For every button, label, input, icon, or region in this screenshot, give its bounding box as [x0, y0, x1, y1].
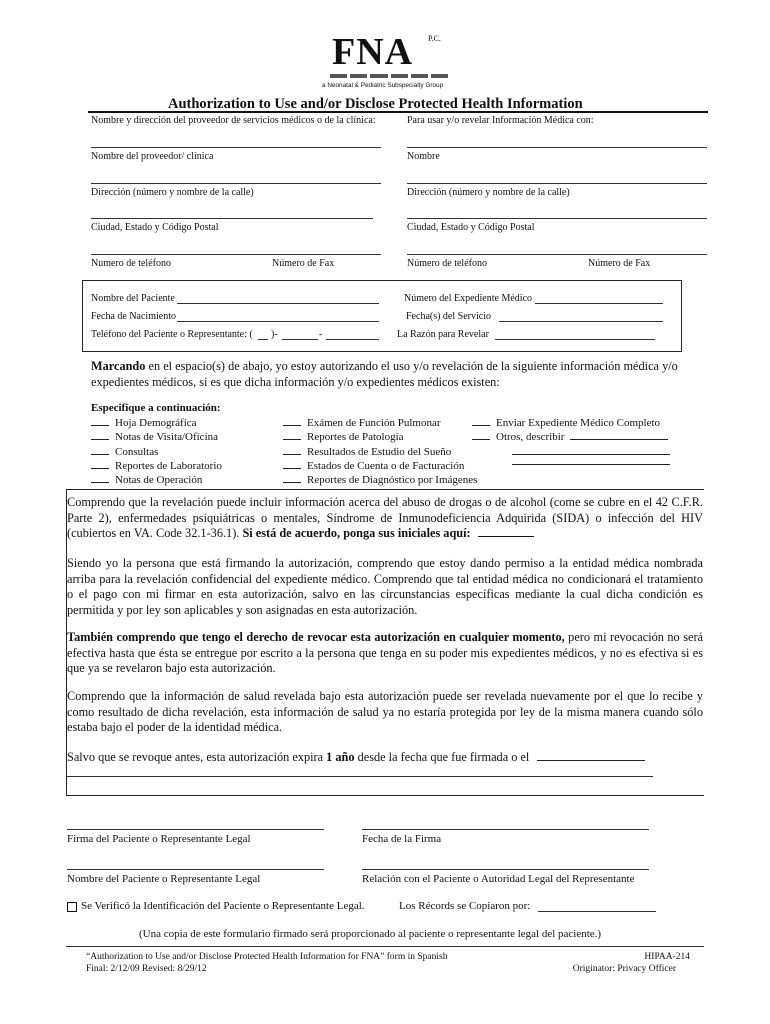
checkbox-blank[interactable] [472, 416, 490, 426]
provider-city-line[interactable] [91, 218, 373, 219]
checklist-col1 [91, 416, 222, 487]
checklist-label: Hoja Demográfica [115, 417, 197, 429]
footer-right-line1: HIPAA-214 [644, 952, 690, 962]
permission-paragraph: Siendo yo la persona que está firmando la autorización, comprendo que estoy dando permiso a la entidad médica nombrada arriba para la revelación confidencial del expediente médico. Comprendo que tal entidad médica no condicionará el tratamiento o el pago con mi firmar en esta autorización, salvo en las circunstancias específicas mediante la cual dicha condición es permitida y por ley son aplicables y son asignadas en esta autorización. [67, 556, 703, 617]
checklist-label: Exámen de Función Pulmonar [307, 417, 441, 429]
checkbox-blank[interactable] [91, 430, 109, 440]
revocation-bold: También comprendo que tengo el derecho de revocar esta autorización en cualquier momento, [67, 630, 565, 644]
checkbox-blank[interactable] [283, 459, 301, 469]
patient-name-sig-line[interactable] [67, 869, 324, 870]
marking-text: en el espacio(s) de abajo, yo estoy autorizando el uso y/o revelación de la siguiente información médica y/o expedientes médicos, si es que dicha información y/o expedientes médicos existen: [91, 359, 678, 389]
substance-text: Comprendo que la revelación puede incluir información acerca del abuso de drogas o de alcohol (come se cubre en el 42 C.F.R. Parte 2), enfermedades psiquiátricas o mentales, Síndrome de Inmunodeficiencia Adquirida (SIDA) o infección del HIV (cubiertos en VA. Code 32.1-36.1). [67, 495, 703, 541]
redisclosure-paragraph: Comprendo que la información de salud revelada bajo esta autorización puede ser revelada nuevamente por el que lo recibe y como resultado de dicha revelación, esta información de salud ya no estaría protegida por ley de la misma manera cuando sólo estaba bajo el poder de la identidad médica. [67, 689, 703, 735]
checklist-item[interactable] [91, 459, 222, 473]
record-number-label: Número del Expediente Médico [404, 293, 533, 304]
checklist-item[interactable] [91, 445, 222, 459]
patient-phone-number-line[interactable] [326, 339, 379, 340]
logo-bar [330, 74, 448, 78]
checklist-label: Enviar Expediente Médico Completo [496, 417, 661, 429]
revocation-text: pero mi revocación no será efectiva hasta que ésta se entregue por escrito a la persona que tenga en su poder mis expedientes médicos, y no es efectiva si es que ya se revelaron bajo esta autorización. [67, 630, 703, 676]
marking-paragraph [91, 359, 691, 390]
footer-right-line2: Originator: Privacy Officer [572, 964, 676, 974]
relationship-label: Relación con el Paciente o Autoridad Legal del Representante [362, 873, 635, 885]
expiration-extra-line[interactable] [67, 776, 653, 777]
checklist-label: Consultas [115, 445, 159, 458]
checklist-col2 [283, 416, 477, 487]
checkbox-blank[interactable] [472, 430, 490, 440]
other-describe-line[interactable] [570, 430, 668, 440]
provider-name-label: Nombre del proveedor/ clínica [91, 151, 214, 162]
patient-name-line[interactable] [177, 303, 379, 304]
checkbox-blank[interactable] [91, 473, 109, 483]
checkbox-blank[interactable] [283, 430, 301, 440]
provider-fax-label: Número de Fax [272, 258, 335, 269]
checklist-item[interactable] [283, 416, 477, 430]
provider-phone-line[interactable] [91, 254, 381, 255]
checklist-col3 [472, 416, 670, 465]
section-top-rule [66, 489, 704, 490]
signature-date-line[interactable] [362, 829, 649, 830]
recipient-name-line[interactable] [407, 147, 707, 148]
provider-name-line[interactable] [91, 147, 381, 148]
checklist-label: Notas de Operación [115, 474, 203, 487]
records-copied-label: Los Récords se Copiaron por: [399, 900, 531, 912]
logo-suffix: P.C. [428, 34, 441, 43]
recipient-city-label: Ciudad, Estado y Código Postal [407, 222, 535, 233]
recipient-address-line[interactable] [407, 183, 707, 184]
recipient-fax-label: Número de Fax [588, 258, 651, 269]
revocation-paragraph [67, 630, 703, 677]
checkbox-blank[interactable] [91, 445, 109, 455]
checklist-label: Otros, describir [496, 431, 565, 444]
checklist-label: Notas de Visita/Oficina [115, 431, 219, 444]
checklist-item[interactable] [283, 445, 477, 459]
patient-phone-area-line[interactable] [258, 339, 268, 340]
provider-address-line[interactable] [91, 183, 381, 184]
marking-bold: Marcando [91, 359, 146, 373]
expiration-term: 1 año [326, 750, 355, 764]
patient-phone-mid: )- [271, 329, 278, 340]
checklist-item[interactable] [91, 416, 222, 430]
provider-address-label: Dirección (número y nombre de la calle) [91, 187, 254, 198]
checklist-item[interactable] [283, 459, 477, 473]
fna-logo [322, 30, 458, 92]
checklist-item[interactable] [472, 430, 670, 444]
expiration-date-line[interactable] [537, 751, 645, 761]
patient-name-label: Nombre del Paciente [91, 293, 175, 304]
form-title: Authorization to Use and/or Disclose Protected Health Information [168, 96, 583, 112]
patient-phone-label: Teléfono del Paciente o Representante: ( [91, 329, 253, 340]
footer-left-line2: Final: 2/12/09 Revised: 8/29/12 [86, 964, 207, 974]
recipient-address-label: Dirección (número y nombre de la calle) [407, 187, 570, 198]
other-line-row[interactable] [472, 455, 670, 465]
checklist-label: Reportes de Diagnóstico por Imágenes [307, 474, 478, 487]
checkbox-blank[interactable] [283, 416, 301, 426]
recipient-name-label: Nombre [407, 151, 440, 162]
checklist-item[interactable] [91, 473, 222, 487]
other-extra-line[interactable] [512, 455, 670, 465]
logo-tagline: a Neonatal & Pediatric Subspecialty Group [322, 82, 444, 89]
recipient-phone-line[interactable] [407, 254, 707, 255]
records-copied-line[interactable] [538, 911, 656, 912]
signature-date-label: Fecha de la Firma [362, 833, 442, 845]
checkbox-blank[interactable] [283, 473, 301, 483]
checklist-item[interactable] [283, 430, 477, 444]
expiration-text-a: Salvo que se revoque antes, esta autorización expira [67, 750, 327, 764]
footer-left-line1: “Authorization to Use and/or Disclose Protected Health Information for FNA” form in Spanish [86, 952, 448, 962]
expiration-text-b: desde la fecha que fue firmada o el [354, 750, 530, 764]
specify-heading: Especifique a continuación: [91, 402, 221, 414]
title-rule [88, 111, 708, 113]
checklist-label: Estados de Cuenta o de Facturación [307, 459, 465, 472]
section-bottom-rule [66, 795, 704, 796]
patient-phone-prefix-line[interactable] [282, 339, 318, 340]
provider-right-header: Para usar y/o revelar Información Médica con: [407, 115, 594, 126]
footer-rule [66, 946, 704, 947]
checklist-label: Reportes de Laboratorio [115, 459, 222, 472]
recipient-phone-label: Número de teléfono [407, 258, 487, 269]
id-verified-checkbox[interactable] [67, 902, 77, 912]
id-verified-label: Se Verificó la Identificación del Paciente o Representante Legal. [81, 900, 365, 912]
logo-name: FNA [332, 31, 414, 73]
patient-phone-dash: - [319, 329, 323, 340]
initials-prompt: Si está de acuerdo, ponga sus iniciales aquí: [242, 526, 471, 541]
checkbox-blank[interactable] [91, 459, 109, 469]
disclosure-reason-label: La Razón para Revelar [397, 329, 489, 340]
checklist-item[interactable] [472, 416, 670, 430]
copy-note: (Una copia de este formulario firmado será proporcionado al paciente o representante legal del paciente.) [139, 928, 602, 940]
provider-phone-label: Numero de teléfono [91, 258, 171, 269]
record-number-line[interactable] [535, 303, 663, 304]
expiration-paragraph [67, 750, 703, 766]
checkbox-blank[interactable] [91, 416, 109, 426]
checkbox-blank[interactable] [283, 445, 301, 455]
recipient-city-line[interactable] [407, 218, 707, 219]
patient-name-sig-label: Nombre del Paciente o Representante Legal [67, 873, 261, 885]
service-date-label: Fecha(s) del Servicio [406, 311, 491, 322]
checklist-item[interactable] [283, 473, 477, 487]
checklist-label: Reportes de Patología [307, 431, 404, 444]
checklist-label: Resultados de Estudio del Sueño [307, 445, 452, 458]
other-line-row[interactable] [472, 445, 670, 455]
patient-dob-label: Fecha de Nacimiento [91, 311, 176, 322]
patient-signature-line[interactable] [67, 829, 324, 830]
patient-dob-line[interactable] [177, 321, 379, 322]
relationship-line[interactable] [362, 869, 649, 870]
provider-city-label: Ciudad, Estado y Código Postal [91, 222, 219, 233]
other-extra-line[interactable] [512, 445, 670, 455]
patient-signature-label: Firma del Paciente o Representante Legal [67, 833, 251, 845]
service-date-line[interactable] [499, 321, 663, 322]
disclosure-reason-line[interactable] [495, 339, 655, 340]
provider-left-header: Nombre y dirección del proveedor de servicios médicos o de la clínica: [91, 115, 376, 126]
substance-paragraph [67, 495, 703, 542]
initials-line[interactable] [478, 527, 534, 537]
checklist-item[interactable] [91, 430, 222, 444]
